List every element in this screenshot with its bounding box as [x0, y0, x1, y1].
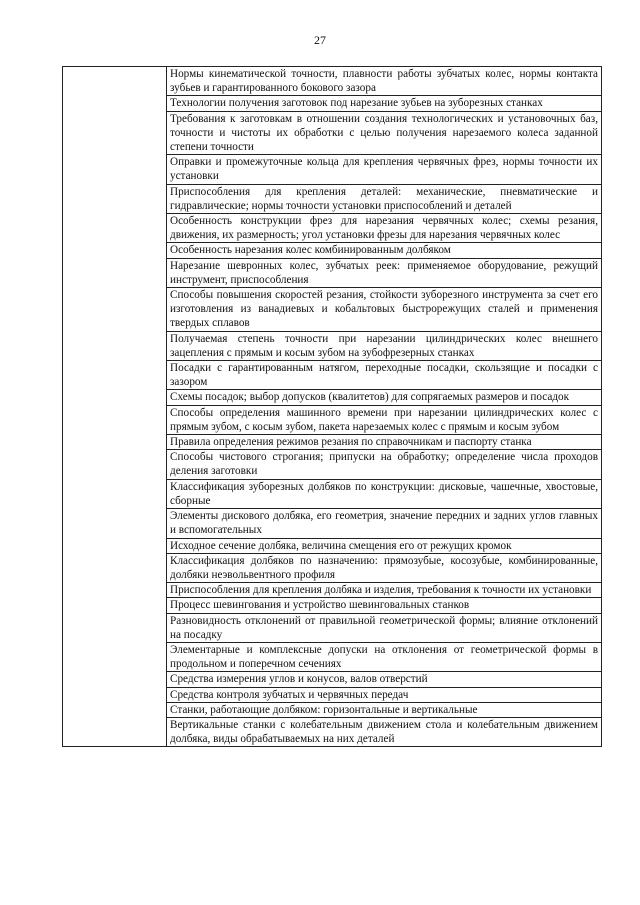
row-text: Способы повышения скоростей резания, стойкости зуборезного инструмента за счет его изготовления из ванадиевых и кобальтовых быстрорежущих сталей и применения твердых сплавов [167, 288, 602, 332]
row-text: Вертикальные станки с колебательным движением стола и колебательным движением долбяка, виды обрабатываемых на них деталей [167, 717, 602, 746]
row-text: Нарезание шевронных колес, зубчатых реек: применяемое оборудование, режущий инструмент, приспособления [167, 258, 602, 287]
row-text: Нормы кинематической точности, плавности работы зубчатых колес, нормы контакта зубьев и гарантированного бокового зазора [167, 67, 602, 96]
row-text: Правила определения режимов резания по справочникам и паспорту станка [167, 435, 602, 450]
row-text: Особенность конструкции фрез для нарезания червячных колес; схемы резания, движения, их размерность; угол установки фрезы для нарезания червячных колес [167, 214, 602, 243]
row-text: Приспособления для крепления деталей: механические, пневматические и гидравлические; нормы точности установки приспособлений и деталей [167, 184, 602, 213]
row-text: Приспособления для крепления долбяка и изделия, требования к точности их установки [167, 583, 602, 598]
row-text: Средства измерения углов и конусов, валов отверстий [167, 672, 602, 687]
row-text: Получаемая степень точности при нарезании цилиндрических колес внешнего зацепления с прямым и косым зубом на зубофрезерных станках [167, 331, 602, 360]
row-text: Способы определения машинного времени при нарезании цилиндрических колес с прямым зубом, с косым зубом, пакета нарезаемых колес с прямым и косым зубом [167, 405, 602, 434]
row-text: Оправки и промежуточные кольца для крепления червячных фрез, нормы точности их установки [167, 155, 602, 184]
row-text: Станки, работающие долбяком: горизонтальные и вертикальные [167, 702, 602, 717]
row-text: Средства контроля зубчатых и червячных передач [167, 687, 602, 702]
row-text: Элементы дискового долбяка, его геометрия, значение передних и задних углов главных и вспомогательных [167, 509, 602, 538]
row-text: Элементарные и комплексные допуски на отклонения от геометрической формы в продольном и поперечном сечениях [167, 642, 602, 671]
row-text: Классификация зуборезных долбяков по конструкции: дисковые, чашечные, хвостовые, сборные [167, 479, 602, 508]
table-body [63, 67, 602, 747]
row-text: Схемы посадок; выбор допусков (квалитетов) для сопрягаемых размеров и посадок [167, 390, 602, 405]
page-number: 27 [314, 33, 326, 47]
table-row [63, 67, 602, 96]
left-column-cell [63, 67, 167, 747]
row-text: Технологии получения заготовок под нарезание зубьев на зуборезных станках [167, 96, 602, 111]
row-text: Способы чистового строгания; припуски на обработку; определение числа проходов деления заготовки [167, 450, 602, 479]
row-text: Исходное сечение долбяка, величина смещения его от режущих кромок [167, 538, 602, 553]
row-text: Требования к заготовкам в отношении создания технологических и установочных баз, точности и чистоты их обработки с целью получения нарезаемого колеса заданной степени точности [167, 111, 602, 155]
row-text: Особенность нарезания колес комбинированным долбяком [167, 243, 602, 258]
row-text: Классификация долбяков по назначению: прямозубые, косозубые, комбинированные, долбяки неэвольвентного профиля [167, 553, 602, 582]
row-text: Процесс шевингования и устройство шевинговальных станков [167, 598, 602, 613]
content-table [62, 66, 602, 747]
row-text: Разновидность отклонений от правильной геометрической формы; влияние отклонений на посадку [167, 613, 602, 642]
row-text: Посадки с гарантированным натягом, переходные посадки, скользящие и посадки с зазором [167, 361, 602, 390]
